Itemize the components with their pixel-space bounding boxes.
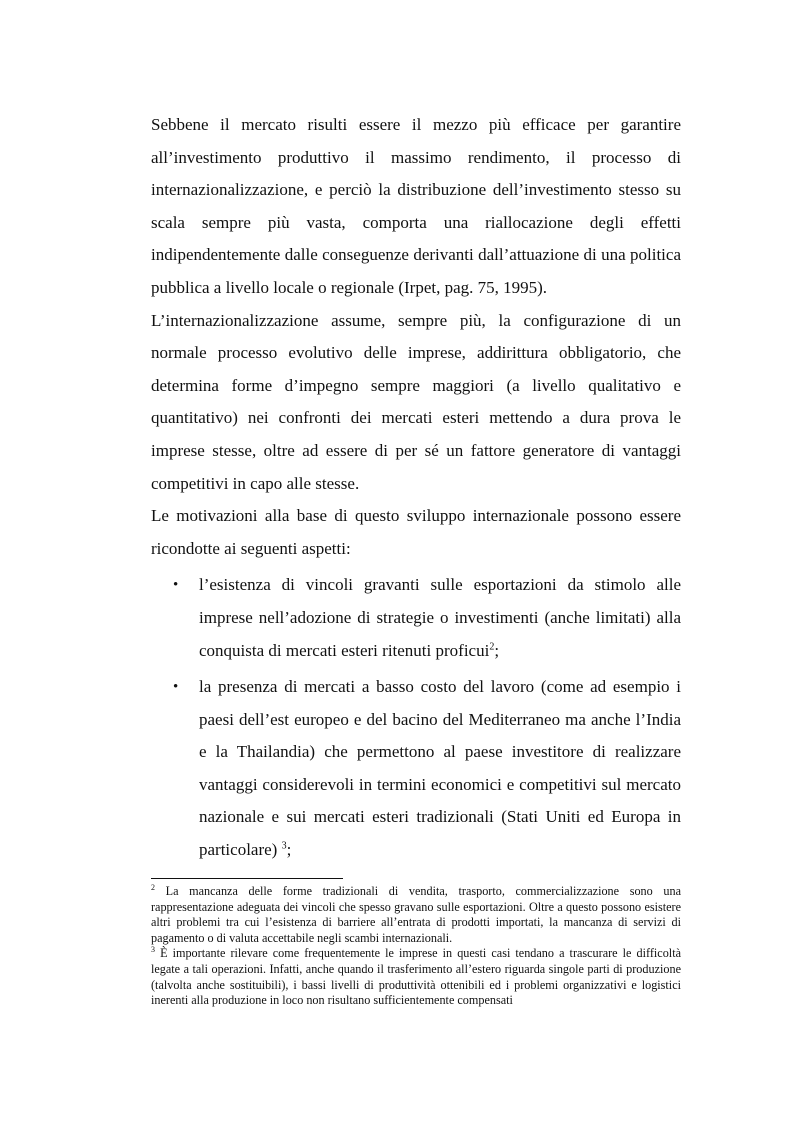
bullet-list [151,569,681,866]
footnote-number: 2 [151,882,155,892]
bullet-icon: • [173,679,179,696]
footnote-reference: 2 [489,640,495,652]
list-item-text: la presenza di mercati a basso costo del lavoro (come ad esempio i paesi dell’est europeo e del bacino del Mediterraneo ma anche l’India e la Thailandia) che permettono al paese investitore di realizzare vantaggi considerevoli in termini economici e competitivi sul mercato nazionale e sui mercati esteri tradizionali (Stati Uniti ed Europa in particolare) [199,677,681,860]
footnotes [151,884,681,1009]
footnote [151,884,681,946]
list-item-tail: ; [494,640,500,660]
paragraph: L’internazionalizzazione assume, sempre più, la configurazione di un normale processo evolutivo delle imprese, addirittura obbligatorio, che determina forme d’impegno sempre maggiori (a livello qualitativo e quantitativo) nei confronti dei mercati esteri mettendo a dura prova le imprese stesse, oltre ad essere di per sé un fattore generatore di vantaggi competitivi in capo alle stesse. [151,310,681,493]
footnote [151,946,681,1008]
list-item [151,671,681,867]
footnote-text: La mancanza delle forme tradizionali di vendita, trasporto, commercializzazione sono una rappresentazione adeguata dei vincoli che spesso gravano sulle esportazioni. Oltre a questo possono esistere altri problemi tra cui l’esistenza di barriere all’entrata di prodotti importati, la mancanza di servizi di pagamento o di valuta accettabile negli scambi internazionali. [151,884,681,945]
footnote-divider [151,878,343,879]
list-item-text: l’esistenza di vincoli gravanti sulle esportazioni da stimolo alle imprese nell’adozione di strategie o investimenti (anche limitati) alla conquista di mercati esteri ritenuti proficui [199,575,681,660]
footnote-text: È importante rilevare come frequentemente le imprese in questi casi tendano a trascurare le difficoltà legate a tali operazioni. Infatti, anche quando il trasferimento all’estero riguarda singole parti di produzione (talvolta anche sostituibili), i bassi livelli di produttività ottenibili ed i problemi organizzativi e logistici inerenti alla produzione in loco non risultano sufficientemente compensati [151,946,681,1008]
bullet-icon: • [173,577,179,594]
body-text [151,109,681,867]
list-item-tail: ; [286,840,292,860]
footnote-number: 3 [151,945,155,955]
footnote-reference: 3 [281,840,287,852]
paragraph: Sebbene il mercato risulti essere il mezzo più efficace per garantire all’investimento produttivo il massimo rendimento, il processo di internazionalizzazione, e perciò la distribuzione dell’investimento stesso su scala sempre più vasta, comporta una riallocazione degli effetti indipendentemente dalle conseguenze derivanti dall’attuazione di una politica pubblica a livello locale o regionale (Irpet, pag. 75, 1995). [151,115,681,297]
paragraph: Le motivazioni alla base di questo sviluppo internazionale possono essere ricondotte ai seguenti aspetti: [151,506,681,558]
list-item [151,569,681,667]
